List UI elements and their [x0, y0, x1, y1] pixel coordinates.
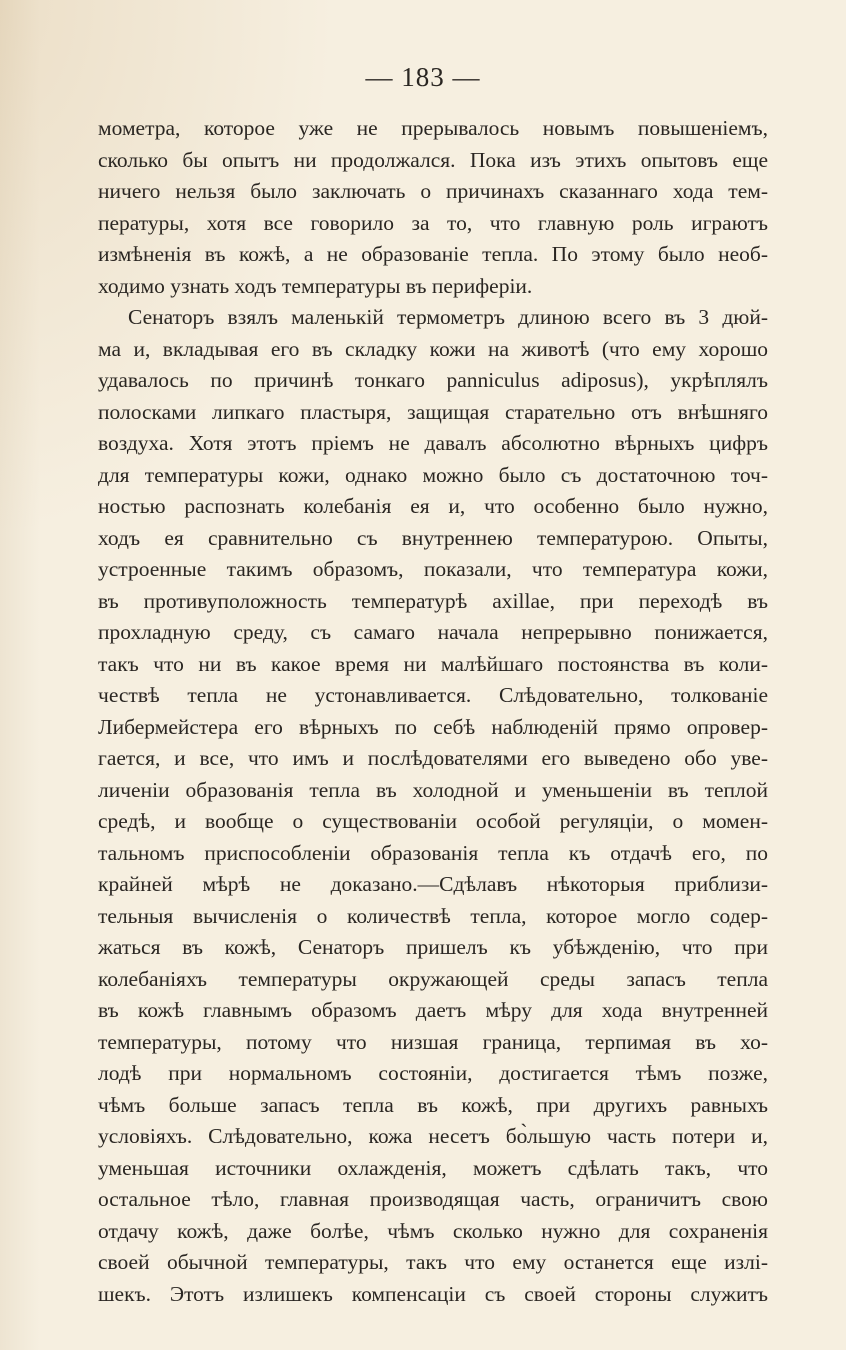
- text-line: чествѣ тепла не устонавливается. Слѣдовательно, толкованіе: [98, 683, 768, 707]
- text-line: прохладную среду, съ самаго начала непрерывно понижается,: [98, 620, 768, 644]
- text-line: ностью распознать колебанія ея и, что особенно было нужно,: [98, 494, 768, 518]
- text-line: для температуры кожи, однако можно было съ достаточною точ-: [98, 462, 768, 487]
- text-line: сколько бы опытъ ни продолжался. Пока изъ этихъ опытовъ еще: [98, 147, 768, 172]
- text-line: жаться въ кожѣ, Сенаторъ пришелъ къ убѣжденію, что при: [98, 935, 768, 959]
- text-line: ходимо узнать ходъ температуры въ периферіи.: [98, 273, 533, 298]
- text-line: ма и, вкладывая его въ складку кожи на животѣ (что ему хорошо: [98, 336, 768, 361]
- text-line: полосками липкаго пластыря, защищая старательно отъ внѣшняго: [98, 399, 768, 424]
- text-line: мометра, которое уже не прерывалось новымъ повышеніемъ,: [98, 116, 768, 140]
- text-line: ничего нельзя было заключать о причинахъ сказаннаго хода тем-: [98, 179, 768, 203]
- body-text: [98, 113, 768, 1310]
- text-line: въ кожѣ главнымъ образомъ даетъ мѣру для хода внутренней: [98, 998, 768, 1022]
- text-line: уменьшая источники охлажденія, можетъ сдѣлать такъ, что: [98, 1155, 768, 1180]
- text-line: колебаніяхъ температуры окружающей среды запасъ тепла: [98, 966, 768, 991]
- text-line: въ противуположность температурѣ axillae, при переходѣ въ: [98, 588, 768, 613]
- text-line: остальное тѣло, главная производящая часть, ограничитъ свою: [98, 1187, 768, 1211]
- text-line: чѣмъ больше запасъ тепла въ кожѣ, при другихъ равныхъ: [98, 1092, 768, 1117]
- text-line: средѣ, и вообще о существованіи особой регуляціи, о момен-: [98, 809, 768, 833]
- text-line: личеніи образованія тепла въ холодной и уменьшеніи въ теплой: [98, 777, 768, 802]
- text-line: измѣненія въ кожѣ, а не образованіе тепла. По этому было необ-: [98, 242, 768, 266]
- text-line: отдачу кожѣ, даже болѣе, чѣмъ сколько нужно для сохраненія: [98, 1218, 768, 1243]
- text-line: воздуха. Хотя этотъ пріемъ не давалъ абсолютно вѣрныхъ цифръ: [98, 431, 768, 455]
- text-line: тальномъ приспособленіи образованія тепла къ отдачѣ его, по: [98, 840, 768, 865]
- text-line: гается, и все, что имъ и послѣдователями его выведено обо уве-: [98, 746, 768, 770]
- text-line: тельныя вычисленія о количествѣ тепла, которое могло содер-: [98, 903, 768, 928]
- text-line: своей обычной температуры, такъ что ему останется еще излі-: [98, 1250, 768, 1274]
- text-line: удавалось по причинѣ тонкаго panniculus adiposus), укрѣплялъ: [98, 368, 768, 392]
- text-line: условіяхъ. Слѣдовательно, кожа несетъ бо̀льшую часть потери и,: [98, 1124, 768, 1148]
- text-line: Либермейстера его вѣрныхъ по себѣ наблюденій прямо опровер-: [98, 714, 768, 739]
- text-line: лодѣ при нормальномъ состояніи, достигается тѣмъ позже,: [98, 1061, 768, 1085]
- text-line: Сенаторъ взялъ маленькій термометръ длиною всего въ 3 дюй-: [128, 305, 768, 329]
- text-line: устроенные такимъ образомъ, показали, что температура кожи,: [98, 557, 768, 581]
- text-line: ходъ ея сравнительно съ внутреннею температурою. Опыты,: [98, 525, 768, 550]
- text-line: такъ что ни въ какое время ни малѣйшаго постоянства въ коли-: [98, 651, 768, 676]
- page-number: — 183 —: [365, 62, 481, 92]
- text-line: температуры, потому что низшая граница, терпимая въ хо-: [98, 1029, 768, 1054]
- text-line: крайней мѣрѣ не доказано.—Сдѣлавъ нѣкоторыя приблизи-: [98, 872, 768, 896]
- text-line: пературы, хотя все говорило за то, что главную роль играютъ: [98, 210, 768, 235]
- text-line: шекъ. Этотъ излишекъ компенсаціи съ своей стороны служитъ: [98, 1281, 768, 1306]
